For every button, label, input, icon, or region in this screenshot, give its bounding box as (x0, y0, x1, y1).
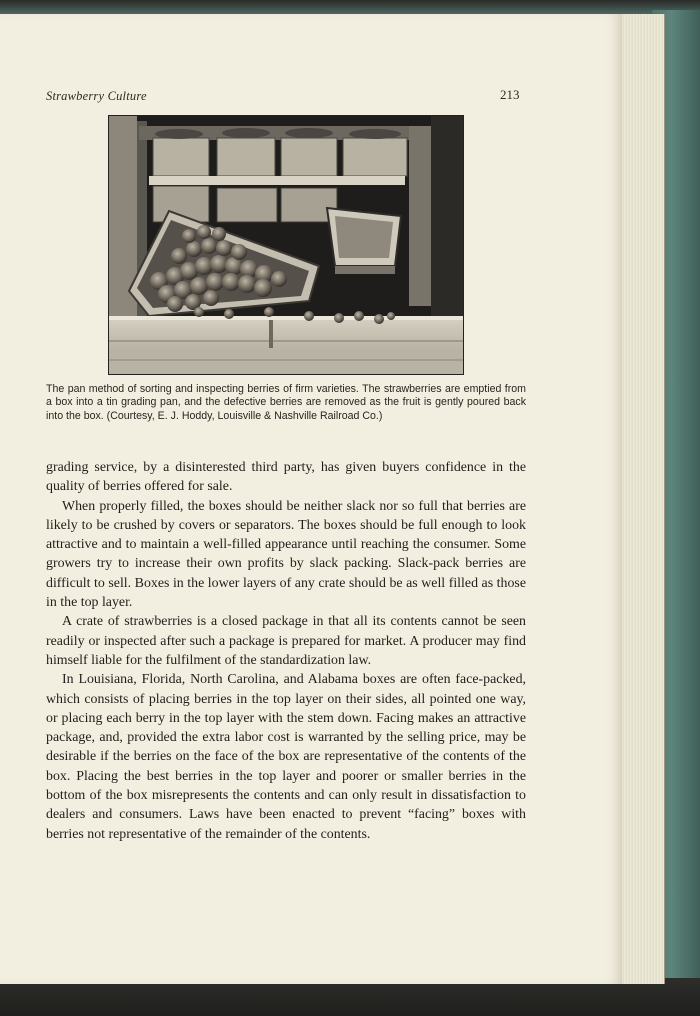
paragraph: A crate of strawberries is a closed package in that all its contents cannot be seen readily or inspected after such a package is prepared for market. A producer may find himself liable for the fulfilment of the standardization law. (46, 614, 526, 668)
figure-photo (108, 115, 464, 375)
book-page (0, 14, 622, 984)
running-head: Strawberry Culture (46, 89, 147, 103)
figure-caption: The pan method of sorting and inspecting berries of firm varieties. The strawberries are emptied from a box into a tin grading pan, and the defective berries are removed as the fruit is gently poured back into the box. (Courtesy, E. J. Hoddy, Louisville & Nashville Railroad Co.) (46, 383, 526, 422)
paragraph: When properly filled, the boxes should be neither slack nor so full that berries are likely to be crushed by covers or separators. The boxes should be full enough to look attractive and to maintain a well-filled appearance until reaching the consumer. Some growers try to increase their own profits by slack packing. Slack-pack berries are difficult to sell. Boxes in the lower layers of any crate should be as well filled as those in the top layer. (46, 498, 526, 611)
paragraph: In Louisiana, Florida, North Carolina, and Alabama boxes are often face-packed, which consists of placing berries in the top layer on their sides, all pointed one way, or placing each berry in the top layer with the stem down. Facing makes an attractive package, and, provided the extra labor cost is warranted by the selling price, may be desirable if the berries on the face of the box are representative of the contents of the box. Placing the best berries in the top layer and poorer or smaller berries in the bottom of the box misrepresents the contents and can only result in dissatisfaction to dealers and consumers. Laws have been enacted to prevent “facing” boxes with berries not representative of the remainder of the contents. (46, 672, 526, 842)
page-number: 213 (500, 87, 520, 102)
paragraph-continued: grading service, by a disinterested third party, has given buyers confidence in the quality of berries offered for sale. (46, 460, 526, 495)
photo-illustration (109, 116, 463, 374)
body-text (46, 458, 526, 844)
